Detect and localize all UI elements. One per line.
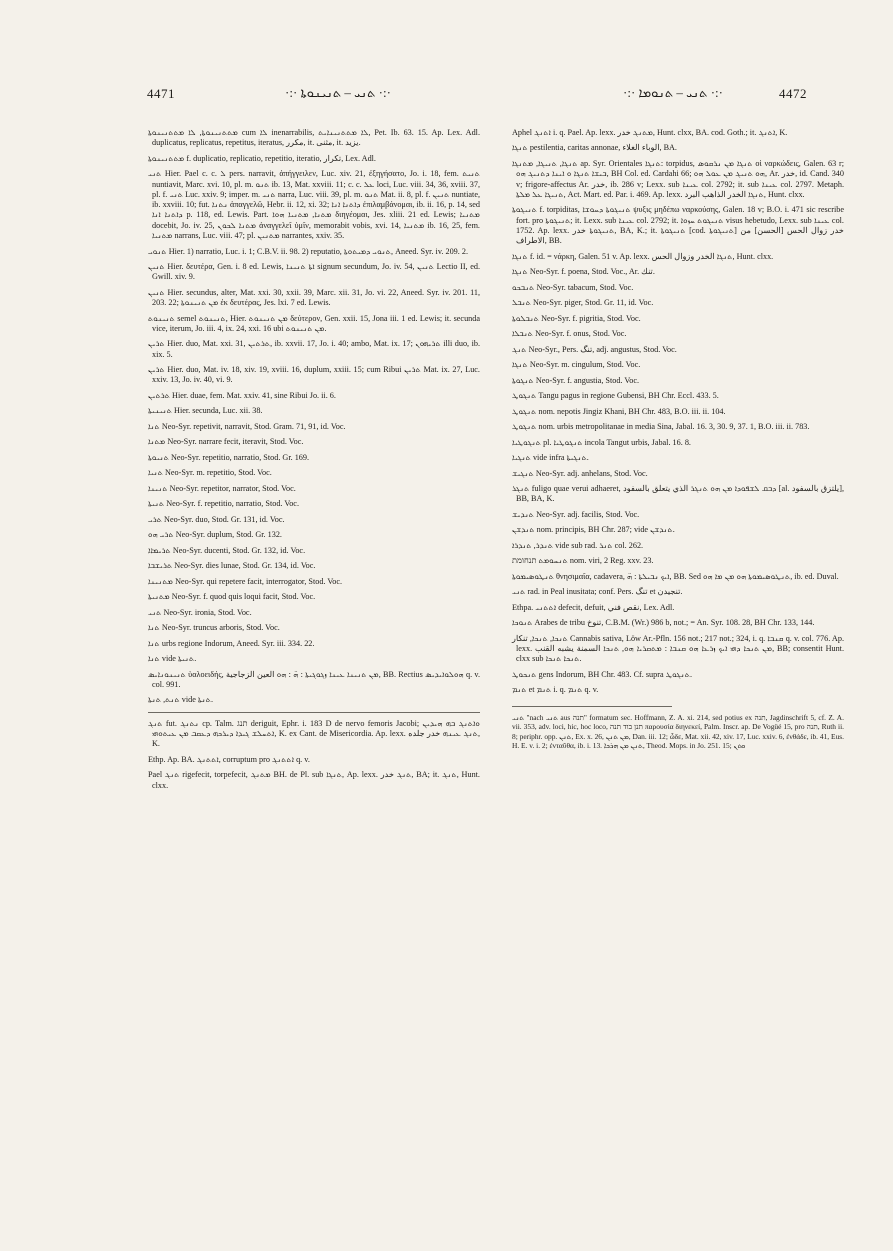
dictionary-entry: ܬܢܓܘܛ nom. urbis metropolitanae in media Sina, Jabal. 16. 3, 30. 9, 37. 1, B.O. iii. ii. 783. <box>512 422 810 432</box>
page-number-right: 4472 <box>779 86 807 101</box>
dictionary-entry: ܬܢܕܪ, ܬܢܕܪܐ vide sub rad. ܬܢܪ col. 262. <box>512 540 644 550</box>
dictionary-entry: ܬܢܐ vide ܬܢܝܬܐ. <box>148 654 197 664</box>
dictionary-entry: ܬܢܓܘܛ nom. nepotis Jingiz Khani, BH Chr. 483, B.O. iii. ii. 104. <box>512 406 726 416</box>
column-divider-rule <box>148 712 480 713</box>
dictionary-entry: Ethpa. ܐܬܬܢܝ defecit, defuit, نقص فني, Lex. Adl. <box>512 602 675 612</box>
dictionary-entry: ܬܢܓܐ Neo-Syr. f. poena, Stod. Voc., Ar. تنك. <box>512 267 655 277</box>
dictionary-entry: ܬܢܝܬܐ Neo-Syr. f. repetitio, narratio, Stod. Voc. <box>148 499 299 509</box>
dictionary-entry: ܡܬܢܝܢܐ Neo-Syr. qui repetere facit, interrogator, Stod. Voc. <box>148 576 343 586</box>
dictionary-entry: ܬܢܓܪ fuligo quae verui adhaeret, ܕܒܩ ܠܫܦܘܕܐ ܡܢ ܗܘ ܬܢܓܪ الذي يتعلق بالسفود [al. يلتزق بالسفود], BB, BA, K. <box>512 483 844 504</box>
dictionary-entry: Pael ܬܢܓ rigefecit, torpefecit, ܡܬܢܓ BH. de Pl. sub ܬܢܓܐ, Ap. lexx. ܬܢܓ خدر, BA; it. ܬܢܓ, Hunt. clxx. <box>148 770 480 790</box>
page-number-left: 4471 <box>147 86 175 101</box>
dictionary-entry: Ethp. Ap. BA. ܐܬܬܢܓ, corruptum pro ܐܬܬܢܓ q. v. <box>148 754 310 764</box>
dictionary-entry: ܬܢܝܢ Hier. δευτέρα, Gen. i. 8 ed. Lewis, ܐܬܐ ܬܢܝܢܐ signum secundum, Jo. iv. 54, ܬܢܝܢ Lectio II, ed. Gwill. xiv. 9. <box>148 262 480 282</box>
running-head-left: ·:· ܬܢܝ – ܬܢܝܢܘܬܐ ·:· <box>285 85 391 100</box>
running-head-right: ·:· ܬܢܝ – ܬܢܘܡܐ ·:· <box>623 85 723 100</box>
dictionary-entry: ܬܢܓ fut. ܢܬܢܓ cp. Talm. תנג deriguit, Ephr. i. 183 D de nervo femoris Jacobi; ܘܐܬܢܓ ܒܗ ܗܝܕܝܢ ܐܬܚܠܫ ܓܝܕܐ ܕܝܪܟܗ ܕܥܩܒ ܡܢ ܥܝܬܘܗܝ, K. ex Cant. de Misericordia. Ap. lexx. ܬܢܓ ܥܝܢܗ خدر جلده, K. <box>148 718 481 749</box>
dictionary-entry: ܬܢܬ, ܬܢܬܐ vide ܬܢܬܐ. <box>148 695 214 705</box>
dictionary-entry: ܬܢܐ urbs regione Indorum, Aneed. Syr. iii. 334. 22. <box>148 638 315 648</box>
dictionary-entry: ܬܢܒܠܐ Neo-Syr. f. onus, Stod. Voc. <box>512 329 627 339</box>
footnote-rule <box>512 706 672 707</box>
dictionary-entry: ܬܢܕܝܫ Neo-Syr. adj. facilis, Stod. Voc. <box>512 509 640 519</box>
dictionary-entry: ܬܢܝܢܘܢܐܝܣ ὑαλοειδής, ܡܢ ܬܢܝܢܐ ܥܝܢܐ ܙܓܘܓܝܬܐ : ܗ̈ : ܗܘ العين الزجاجية, BB. Rectius ܗܘܠܘܐܝܕܝܣ q. v. col. 991. <box>148 669 481 689</box>
dictionary-entry: ܬܪܝܡܐܐ Neo-Syr. ducenti, Stod. Gr. 132, id. Voc. <box>148 545 306 555</box>
dictionary-entry: ܬܢܓܘܬܐ Neo-Syr. f. angustia, Stod. Voc. <box>512 375 640 385</box>
dictionary-entry: ܬܢܝܢܘܬ semel ܬܢܝܢܘܬ, Hier. ܡܢ ܬܢܝܢܘܬ δεύτερον, Gen. xxii. 15, Jona iii. 1 ed. Lewis; it. secunda vice, iterum, Jo. iii. 4, ix. 24, xxi. 16 ubi ܡܢ ܬܢܝܢܘܬ. <box>148 313 480 333</box>
dictionary-entry: ܬܢܓܐ pestilentia, caritas annonae, الوباء الغلاء, BA. <box>512 143 677 153</box>
dictionary-entry: ܬܢܝ Neo-Syr. ironia, Stod. Voc. <box>148 607 252 617</box>
dictionary-entry: ܬܢܘܝ Hier. 1) narratio, Luc. i. 1; C.B.V. ii. 98. 2) reputatio, ܬܢܘܝ ܕܡܝܬܘܬܐ, Aneed. Syr. iv. 209. 2. <box>148 246 468 256</box>
footnote: ܬܢܝ "nach ܬܢܝ aus תנה" formatum sec. Hoffmann, Z. A. xi. 214, sed potius ex תנה, Jagdinschrift 5, cf. Z. A. vii. 353, adv. loci, hic, hoc loco, תנן בוד תנה παρουσία διηνεκεί, Palm. Inscr. ap. De Vogüé 15, pro תנה, Ruth ii. 8; periphr. opp. ܬܢܢ, Ex. x. 26, ܡܢ ܬܢܢ, Dan. iii. 12; ὧδε, Mat. xii. 42, xiv. 17, Luc. xxiv. 6, ἐνθάδε, ib. 41, Eus. H. E. v. i. 2; ἐνταῦθα, ib. i. 13. ܬܢܢ ܡܢ ܗܪܟܐ, Theod. Mops. in Jo. 251. 15; ܘܬܢ <box>512 712 844 751</box>
dictionary-entry: ܬܢܓܝܫ Neo-Syr. adj. anhelans, Stod. Voc. <box>512 468 648 478</box>
left-column <box>148 128 480 796</box>
right-entries <box>512 128 844 696</box>
dictionary-entry: ܬܢܓܐ f. id. = νάρκη, Galen. 51 v. Ap. lexx. ܬܢܓܐ الخدر وزوال الحس, Hunt. clxx. <box>512 251 774 261</box>
left-entries-after-rule <box>148 719 480 791</box>
dictionary-entry: ܡܬܢܝܬܐ Neo-Syr. f. quod quis loqui facit, Stod. Voc. <box>148 592 316 602</box>
dictionary-entry: ܬܢܝܢܝܬܐ Hier. secunda, Luc. xii. 38. <box>148 406 263 416</box>
dictionary-entry: ܡܬܢܐ Neo-Syr. narrare fecit, iteravit, Stod. Voc. <box>148 437 304 447</box>
dictionary-entry: ܬܢܟܐ, ܬܢܟܐ, تنكار Cannabis sativa, Löw Ar.-Pfln. 156 not.; 217 not.; 324, i. q. ܩܢܒܐ q. v. col. 776. Ap. lexx. ܡܢ ܬܢܟܐ ܕܗܝ ܐܝܟ ܙܪܥܐ ܗܘ ܩܢܒܐ : ܡܬܩܪܝܐ ܗܘ, ܬܢܟܐ السمنة يشبه القنب, BB; consentit Hunt. clxx sub ܬܢܟܐ ܬܢܟܐ. <box>512 633 844 664</box>
right-column <box>512 128 844 751</box>
dictionary-entry: ܬܪܬܝܢ Hier. duae, fem. Mat. xxiv. 41, sine Ribui Jo. ii. 6. <box>148 390 336 400</box>
dictionary-entry: ܬܢܟܘܛ gens Indorum, BH Chr. 483. Cf. supra ܬܢܓܘܛ. <box>512 669 693 679</box>
dictionary-entry: ܬܪܝܫܒܐ Neo-Syr. dies lunae, Stod. Gr. 134, id. Voc. <box>148 561 316 571</box>
dictionary-entry: ܡܬܬܢܝܢܘܬܐ, ܠܐ ܡܬܬܢܝܢܘܬܐ cum ܠܐ inenarrabilis, ܠܐ ܡܬܬܢܝܢܐܝܬ, Pet. Ib. 63. 15. Ap. Lex. Adl. duplicatus, replicatus, repetitus, iteratus, مكرر, it. مثنى, it. يزيد. <box>148 128 480 148</box>
dictionary-entry: ܬܪܝܢ Hier. duo, Mat. iv. 18, xiv. 19, xviii. 16, duplum, xxiii. 15; cum Ribui ܬܪܝܢ Mat. ix. 27, Luc. xxiv. 13, Jo. iv. 40, vi. 9. <box>148 365 480 385</box>
dictionary-entry: ܬܢܐ Neo-Syr. truncus arboris, Stod. Voc. <box>148 623 280 633</box>
dictionary-entry: ܬܢܓ Neo-Syr., Pers. تنگ, adj. angustus, Stod. Voc. <box>512 344 677 354</box>
dictionary-entry: ܬܢܒܠ Neo-Syr. piger, Stod. Gr. 11, id. Voc. <box>512 298 654 308</box>
dictionary-entry: ܡܬܬܢܝܢܘܬܐ f. duplicatio, replicatio, repetitio, iteratio, تكرار, Lex. Adl. <box>148 153 376 163</box>
dictionary-entry: ܬܢܕܫܢ nom. principis, BH Chr. 287; vide ܬܢܕܫܢ. <box>512 525 675 535</box>
dictionary-entry: ܬܢܒܠܘܬܐ Neo-Syr. f. pigritia, Stod. Voc. <box>512 313 641 323</box>
dictionary-entry: ܬܢܓܘܛ Tangu pagus in regione Gubensi, BH Chr. Eccl. 433. 5. <box>512 391 719 401</box>
dictionary-entry: ܬܪܝ ܗܘ Neo-Syr. duplum, Stod. Gr. 132. <box>148 530 282 540</box>
dictionary-entry: ܬܢܝܢ Hier. secundus, alter, Mat. xxi. 30, xxii. 39, Marc. xii. 31, Jo. vi. 22, Aneed. Syr. iv. 201. 11, 203. 22; ܡܢ ܬܢܝܢܘܬܐ ἐκ δευτέρας, Jes. lxi. 7 ed. Lewis. <box>148 287 480 308</box>
left-entries <box>148 128 480 706</box>
dictionary-entry: ܬܪܝ Neo-Syr. duo, Stod. Gr. 131, id. Voc. <box>148 514 285 524</box>
dictionary-entry: ܬܢܓܝܐ vide infra ܬܢܓܝܬܐ. <box>512 453 589 463</box>
dictionary-entry: ܬܢܓܐ, ܬܢܝܓܐ, ܡܬܢܓܐ ap. Syr. Orientales ܬܢܓܐ: torpidus, ܬܢܓܐ ܡܢ ܢܪܩܘܣ οἱ ναρκώδεις, Galen. 63 r; ܒܝܫܐ ܬܢܓܐ ܘ ܐܝܢܐ ܕܬܢܝܓ ܗܘ, BH Col. ed. Cardahi 66; ܗܘ ܬܢܝܓ ܡܢ ܥܘܠ ܗܘ, Ar. خدر, id. Cand. 340 v; frigore-affectus Ar. خدر, ib. 286 v; Lexx. sub ܥܝܢܐ col. 2792; it. sub ܥܝܢܐ col. 2797. Metaph. ܬܢܝܓܐ ܥܠ ܡܠܬܐ, Act. Mart. ed. Par. i. 469. Ap. lexx. ܬܢܓܐ الخدر الذاهب البرد, Hunt. clxx. <box>512 158 845 199</box>
dictionary-entry: ܬܢܝܢܐ Neo-Syr. repetitor, narrator, Stod. Voc. <box>148 483 296 493</box>
dictionary-entry: Aphel ܐܬܢܓ i. q. Pael. Ap. lexx. ܡܬܢܓ خدر, Hunt. clxx, BA. cod. Goth.; it. ܐܬܢܓ, K. <box>512 128 788 137</box>
dictionary-entry: ܬܢܝܐ Neo-Syr. m. repetitio, Stod. Voc. <box>148 468 272 478</box>
dictionary-entry: ܬܢܚܘܡܬ תנחומת nom. viri, 2 Reg. xxv. 23. <box>512 556 654 566</box>
dictionary-entry: ܬܢܝ Hier. Pael c. c. ܠ pers. narravit, ἀπήγγειλεν, Luc. xiv. 21, ἐξηγήσατο, Jo. i. 18, fem. ܬܢܝܬ nuntiavit, Marc. xvi. 10, pl. m. ܬܢܘ ib. 13, Mat. xxviii. 11; c. c. ܥܠ loci, Luc. viii. 34, 36, xviii. 37, pl. f. ܬܢܝ Luc. xxiv. 9; imper. m. ܬܢܝ narra, Luc. viii. 39, pl. m. ܬܢܘ Mat. ii. 8, pl. f. ܬܢܝܢ nuntiate, ib. xxviii. 10; fut. ܢܬܢܐ ἀπαγγελῶ, Hebr. ii. 12, xi. 32; ܕܐܬܢܐ ܐܢܐ ἐπιλαμβάνομαι, ib. ii. 16, p. 14, sed ܕܐܬܢܐ ܐܢܐ p. 118, ed. Lewis. Part. ܡܬܢܐ, ܡܬܢܝܐ ܗܘܐ διηγέομαι, Jes. xliii. 21 ed. Lewis; ܡܬܢܝܐ docebit, Jo. iv. 25, ܡܬܢܐ ܠܟܘܢ ἀναγγελεῖ ὑμῖν, memorabit vobis, xvi. 14, ܡܬܢܝܐ ib. 16, 25, fem. ܡܬܢܝܐ narrans, Luc. viii. 47; pl. ܡܬܢܝܢ narrantes, xxiv. 35. <box>148 169 480 241</box>
dictionary-entry: ܬܢܝ rad. in Peal inusitata; conf. Pers. تنگ et تنجيدن. <box>512 587 683 597</box>
dictionary-entry: ܬܢܓܘܛܝܐ pl. ܬܢܓܘܛܝܐ incola Tangut urbis, Jabal. 16. 8. <box>512 437 691 447</box>
dictionary-entry: ܬܢܡ et ܬܢܡ i. q. ܬܢܡ q. v. <box>512 685 599 695</box>
dictionary-entry: ܬܢܝܘܬܐ Neo-Syr. repetitio, narratio, Stod. Gr. 169. <box>148 452 310 462</box>
dictionary-entry: ܬܢܛܘܣܝܡܘܬܐ θνησιμαῖα, cadavera, ܐܝܟ ܢܒܝܠܬܐ : ܗ̈, BB. Sed ܬܢܛܘܣܝܡܘܬܐ ܗܘ ܡܢ ܡܐ ܗܘ, ib. ed. Duval. <box>512 571 839 581</box>
dictionary-entry: ܬܪܝܢ Hier. duo, Mat. xxi. 31, ܬܪܬܝܢ, ib. xxvii. 17, Jo. i. 40; ambo, Mat. ix. 17; ܬܪܝܗܘܢ illi duo, ib. xix. 5. <box>148 339 480 359</box>
dictionary-entry: ܬܢܐ Neo-Syr. repetivit, narravit, Stod. Gram. 71, 91, id. Voc. <box>148 421 346 431</box>
dictionary-entry: ܬܢܓܐ Neo-Syr. m. cingulum, Stod. Voc. <box>512 360 641 370</box>
dictionary-entry: ܬܢܒܟܘ Neo-Syr. tabacum, Stod. Voc. <box>512 282 634 292</box>
dictionary-entry: ܬܢܘܟܐ Arabes de tribu تنوخ, C.B.M. (Wr.) 986 b, not.; = An. Syr. 108. 28, BH Chr. 133, 144. <box>512 618 815 628</box>
dictionary-entry: ܬܢܝܓܘܬܐ f. torpiditas, ܬܢܝܓܘܬܐ ܕܚܘܫܐ ψυξις μηδέπω ναρκούσης, Galen. 18 v; B.O. i. 471 sic rescribe fort. pro ܬܢܝܓܘܬܐ; it. Lexx. sub ܥܝܢܐ col. 2792; it. ܬܢܝܓܘܬ ܚܙܘܐ visus hebetudo, Lexx. sub ܥܝܢܐ col. 1752. Ap. lexx. ܬܢܝܓܘܬܐ خدر, BA, K.; it. ܬܢܝܓܘܬܐ [cod. ܬܢܝܓܘܬܐ] خدر زوال الحس [الحسن] من الاطراف, BB. <box>512 205 844 246</box>
